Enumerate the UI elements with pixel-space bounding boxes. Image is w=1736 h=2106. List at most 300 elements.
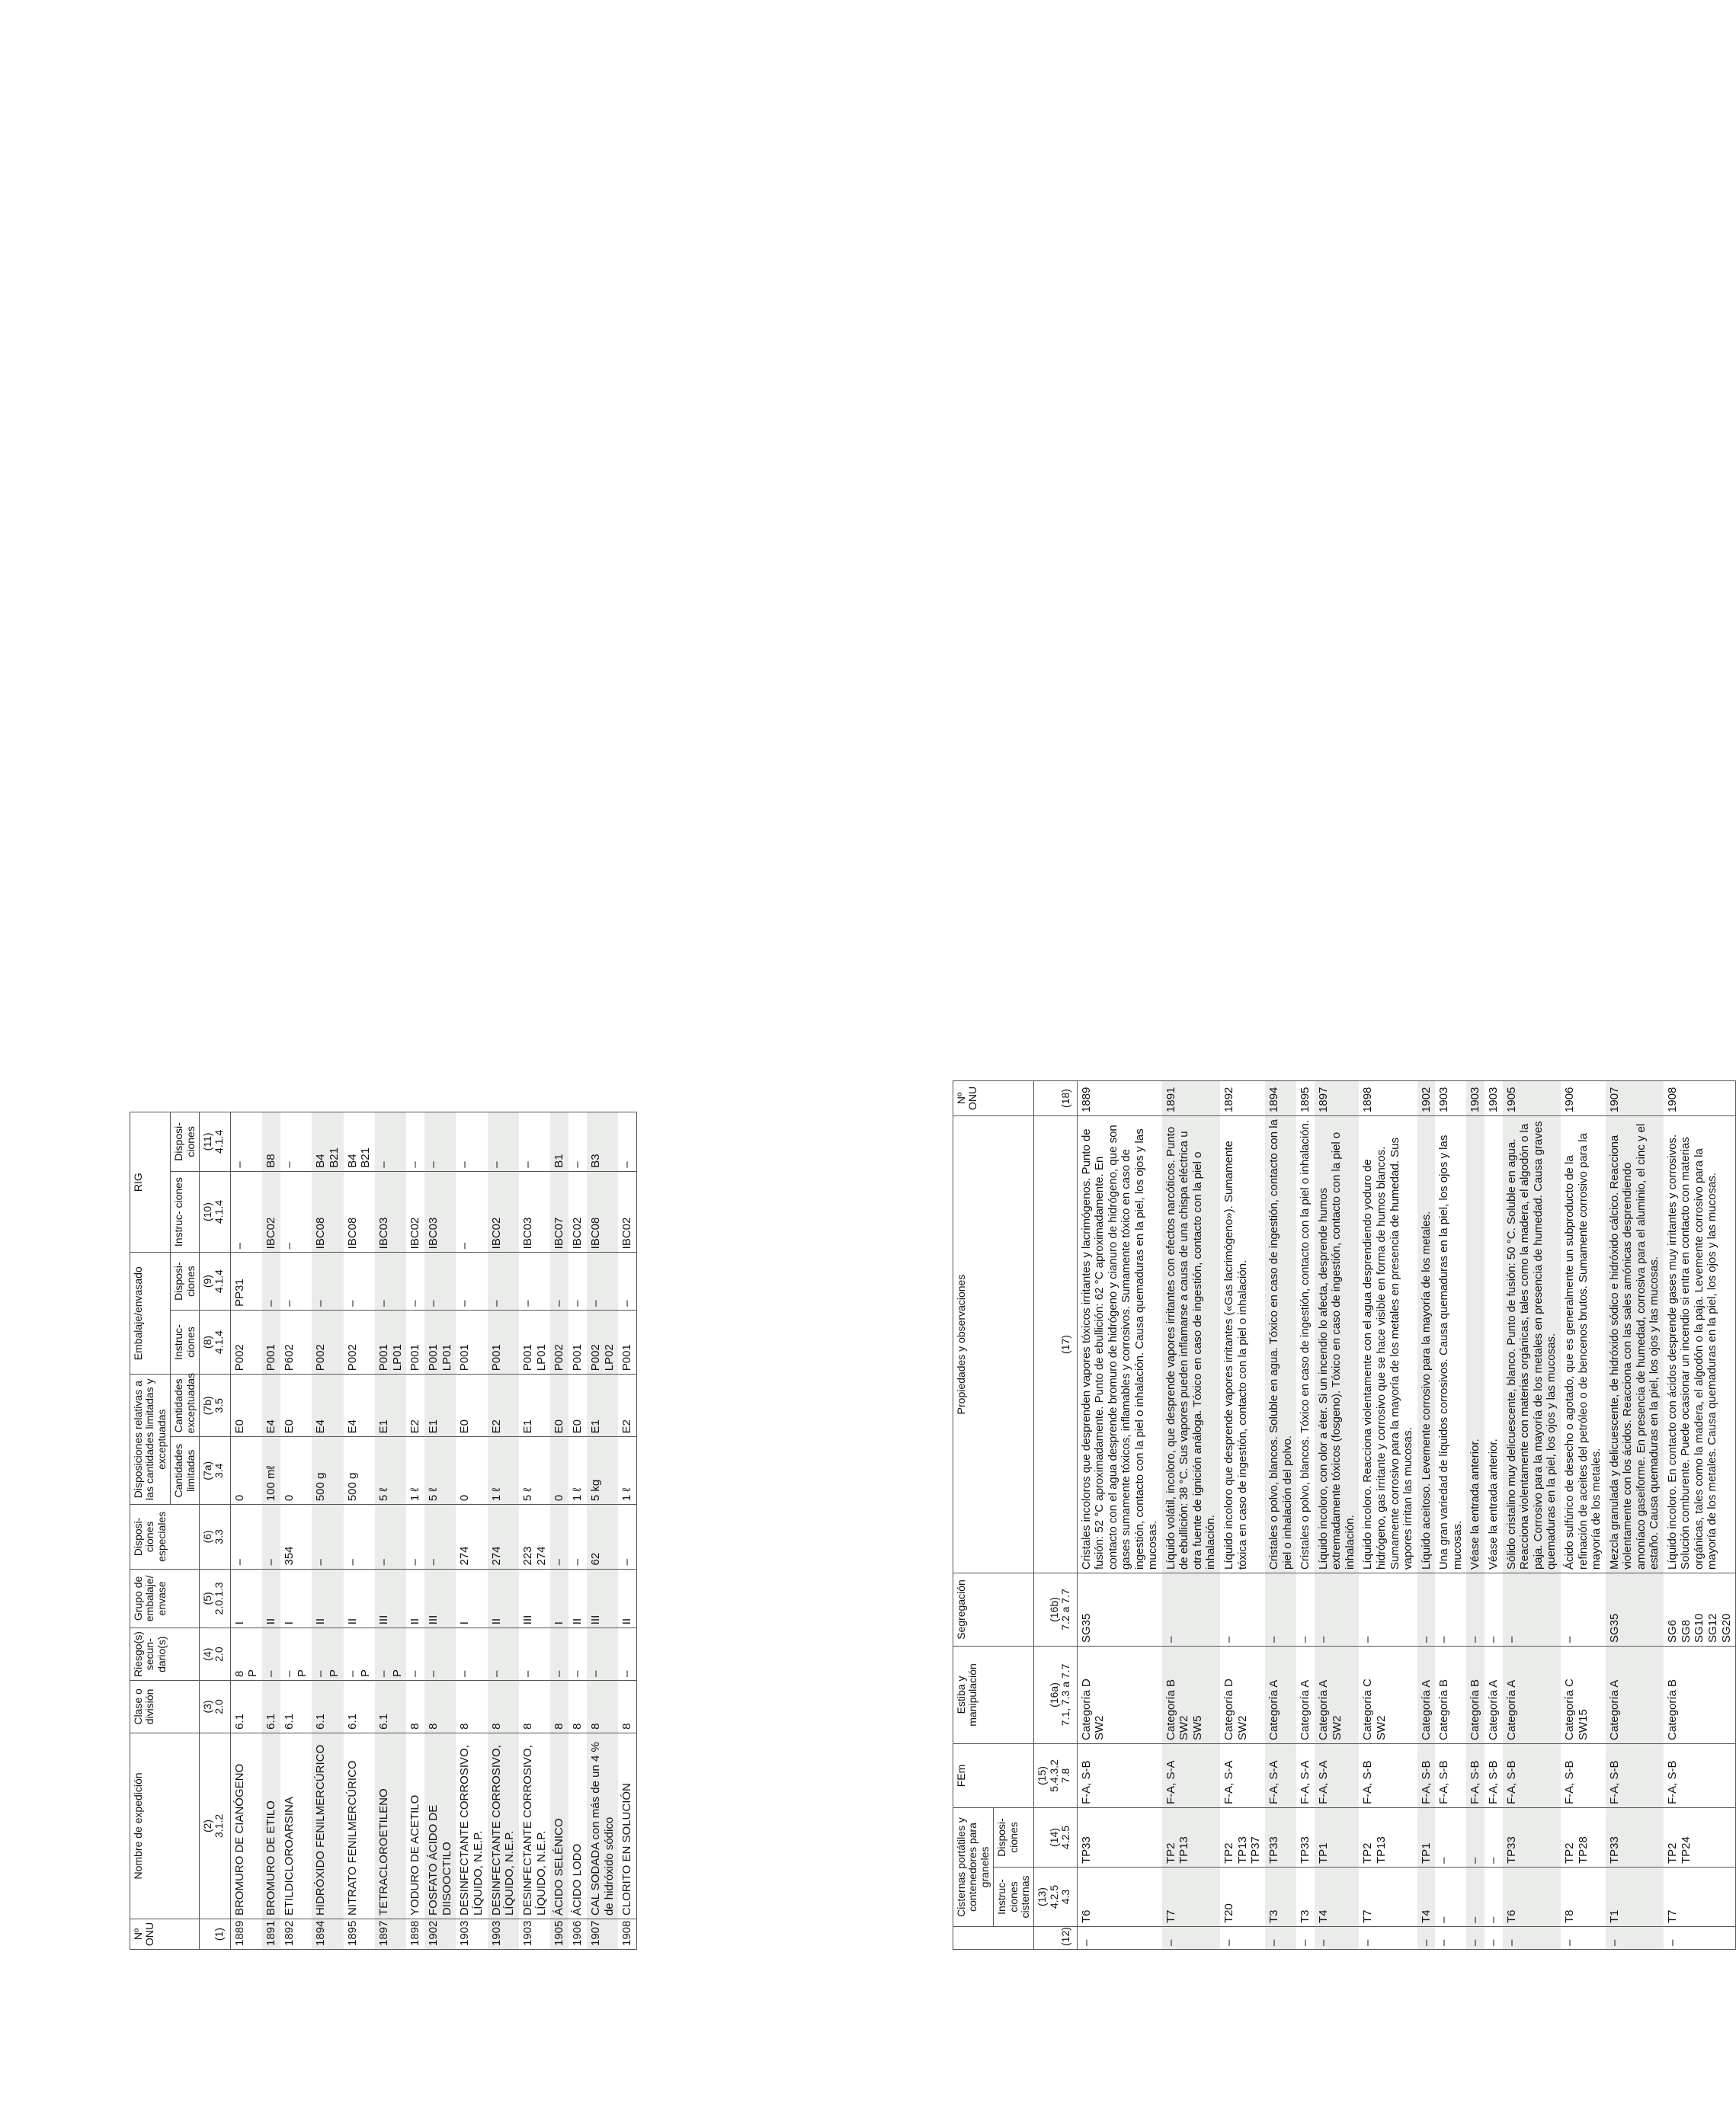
tank-provision-cell: TP1 — [1315, 1807, 1360, 1867]
packing-group-cell: III — [519, 1569, 550, 1628]
segregation-cell: – — [1561, 1573, 1606, 1646]
column-12-cell: – — [1417, 1927, 1436, 1950]
properties-observations-cell: Sólido cristalino muy delicuescente, blanco. Punto de fusión: 50 °C. Soluble en agua. Reacciona violentamente con materias orgánicas, tales como la madera, el algodón o la paja. Corrosivo para la mayoría de los metales en presencia de humedad. Causa graves quemaduras en la piel, los ojos y las mucosas. — [1503, 1115, 1561, 1573]
packing-instruction-cell: P002 — [550, 1310, 569, 1374]
tank-instruction-cell: T8 — [1561, 1868, 1606, 1927]
hazard-class-cell: 6.1 — [230, 1681, 262, 1733]
packing-group-cell: III — [375, 1569, 406, 1628]
subsidiary-risk-cell: 8 P — [230, 1628, 262, 1681]
un-number-cell: 1895 — [344, 1919, 375, 1950]
limited-quantity-cell: 0 — [280, 1437, 312, 1505]
table-row — [280, 1112, 312, 1950]
limited-quantity-cell: 100 mℓ — [262, 1437, 280, 1505]
tank-provision-cell: – — [1466, 1807, 1485, 1867]
ibc-provision-cell: B4 B21 — [344, 1112, 375, 1172]
packing-group-cell: III — [587, 1569, 618, 1628]
tank-instruction-cell: T20 — [1220, 1868, 1265, 1927]
shipping-name-cell: ÁCIDO LODO — [569, 1733, 587, 1919]
colnum-15: (15) 5.4.3.2 7.8 — [1034, 1743, 1077, 1807]
hazard-class-cell: 6.1 — [280, 1681, 312, 1733]
excepted-quantity-cell: E1 — [519, 1375, 550, 1437]
subsidiary-risk-cell: – — [456, 1628, 487, 1681]
ibc-instruction-cell: – — [280, 1171, 312, 1253]
dangerous-goods-list-right — [953, 1080, 1736, 1950]
packing-group-cell: III — [424, 1569, 456, 1628]
packing-provision-cell: – — [312, 1253, 343, 1311]
properties-observations-cell: Véase la entrada anterior. — [1466, 1115, 1485, 1573]
tank-instruction-cell: T1 — [1606, 1868, 1664, 1927]
packing-instruction-cell: P001 LP01 — [519, 1310, 550, 1374]
stowage-handling-cell: Categoría A — [1485, 1646, 1503, 1743]
excepted-quantity-cell: E4 — [312, 1375, 343, 1437]
table-row — [406, 1112, 424, 1950]
ibc-provision-cell: – — [569, 1112, 587, 1172]
un-number-cell: 1908 — [1664, 1080, 1736, 1115]
shipping-name-cell: CAL SODADA con más de un 4 % de hidróxido sódico — [587, 1733, 618, 1919]
special-provisions-cell: – — [618, 1505, 636, 1569]
un-number-cell: 1891 — [1162, 1080, 1220, 1115]
packing-group-cell: II — [344, 1569, 375, 1628]
table-row — [1077, 1080, 1162, 1949]
shipping-name-cell: ÁCIDO SELÉNICO — [550, 1733, 569, 1919]
header-properties: Propiedades y observaciones — [953, 1115, 1034, 1573]
packing-group-cell: II — [569, 1569, 587, 1628]
un-number-cell: 1894 — [312, 1919, 343, 1950]
special-provisions-cell: – — [375, 1505, 406, 1569]
un-number-cell: 1903 — [519, 1919, 550, 1950]
tank-provision-cell: TP2 TP13 — [1359, 1807, 1417, 1867]
ems-code-cell: F-A, S-B — [1466, 1743, 1485, 1807]
un-number-cell: 1903 — [456, 1919, 487, 1950]
subsidiary-risk-cell: – — [424, 1628, 456, 1681]
hazard-class-cell: 8 — [587, 1681, 618, 1733]
packing-provision-cell: – — [456, 1253, 487, 1311]
colnum-5: (5) 2.0.1.3 — [199, 1569, 230, 1628]
packing-provision-cell: – — [550, 1253, 569, 1311]
packing-provision-cell: – — [375, 1253, 406, 1311]
ems-code-cell: F-A, S-B — [1077, 1743, 1162, 1807]
special-provisions-cell: – — [424, 1505, 456, 1569]
stowage-handling-cell: Categoría A — [1296, 1646, 1315, 1743]
table-row — [1359, 1080, 1417, 1949]
colnum-2: (2) 3.1.2 — [199, 1733, 230, 1919]
limited-quantity-cell: 0 — [230, 1437, 262, 1505]
packing-provision-cell: – — [488, 1253, 519, 1311]
segregation-cell: – — [1265, 1573, 1296, 1646]
ems-code-cell: F-A, S-B — [1435, 1743, 1466, 1807]
table-row — [1561, 1080, 1606, 1949]
segregation-cell: – — [1503, 1573, 1561, 1646]
packing-group-cell: I — [456, 1569, 487, 1628]
colnum-4: (4) 2.0 — [199, 1628, 230, 1681]
segregation-cell: – — [1162, 1573, 1220, 1646]
special-provisions-cell: – — [406, 1505, 424, 1569]
packing-provision-cell: – — [519, 1253, 550, 1311]
dangerous-goods-list-left — [130, 1112, 637, 1950]
un-number-cell: 1889 — [1077, 1080, 1162, 1115]
un-number-cell: 1897 — [1315, 1080, 1360, 1115]
header-pack-instr: Instruc- ciones — [171, 1310, 200, 1374]
properties-observations-cell: Cristales o polvo, blancos. Soluble en agua. Tóxico en caso de ingestión, contacto con la piel o inhalación del polvo. — [1265, 1115, 1296, 1573]
header-lim-exc: Disposiciones relativas a las cantidades limitadas y exceptuadas — [130, 1375, 171, 1505]
tank-instruction-cell: T7 — [1162, 1868, 1220, 1927]
excepted-quantity-cell: E0 — [456, 1375, 487, 1437]
limited-quantity-cell: 0 — [550, 1437, 569, 1505]
table-row — [1315, 1080, 1360, 1949]
segregation-cell: – — [1220, 1573, 1265, 1646]
stowage-handling-cell: Categoría A — [1606, 1646, 1664, 1743]
packing-instruction-cell: P001 LP01 — [424, 1310, 456, 1374]
excepted-quantity-cell: E1 — [424, 1375, 456, 1437]
tank-provision-cell: TP2 TP24 — [1664, 1807, 1736, 1867]
hazard-class-cell: 6.1 — [312, 1681, 343, 1733]
colnum-14: (14) 4.2.5 — [1034, 1807, 1077, 1867]
tank-instruction-cell: – — [1485, 1868, 1503, 1927]
hazard-class-cell: 8 — [406, 1681, 424, 1733]
hazard-class-cell: 6.1 — [344, 1681, 375, 1733]
packing-group-cell: II — [406, 1569, 424, 1628]
packing-instruction-cell: P001 — [406, 1310, 424, 1374]
table-row — [312, 1112, 343, 1950]
limited-quantity-cell: 500 g — [344, 1437, 375, 1505]
header-stowage: Estiba y manipulación — [953, 1646, 1034, 1743]
packing-provision-cell: – — [424, 1253, 456, 1311]
table-row — [550, 1112, 569, 1950]
ibc-provision-cell: – — [280, 1112, 312, 1172]
un-number-cell: 1892 — [1220, 1080, 1265, 1115]
header-special: Disposi- ciones especiales — [130, 1505, 200, 1569]
special-provisions-cell: – — [344, 1505, 375, 1569]
excepted-quantity-cell: E2 — [488, 1375, 519, 1437]
subsidiary-risk-cell: – — [488, 1628, 519, 1681]
ibc-provision-cell: – — [375, 1112, 406, 1172]
ibc-instruction-cell: IBC08 — [312, 1171, 343, 1253]
excepted-quantity-cell: E0 — [550, 1375, 569, 1437]
excepted-quantity-cell: E2 — [406, 1375, 424, 1437]
packing-provision-cell: – — [344, 1253, 375, 1311]
excepted-quantity-cell: E4 — [262, 1375, 280, 1437]
tank-instruction-cell: T6 — [1503, 1868, 1561, 1927]
hazard-class-cell: 8 — [569, 1681, 587, 1733]
ibc-provision-cell: – — [456, 1112, 487, 1172]
table-row — [519, 1112, 550, 1950]
shipping-name-cell: TETRACLOROETILENO — [375, 1733, 406, 1919]
header-ibc-prov: Disposi- ciones — [171, 1112, 200, 1172]
ems-code-cell: F-A, S-A — [1220, 1743, 1265, 1807]
un-number-cell: 1889 — [230, 1919, 262, 1950]
tank-instruction-cell: – — [1466, 1868, 1485, 1927]
stowage-handling-cell: Categoría B — [1466, 1646, 1485, 1743]
ibc-instruction-cell: – — [456, 1171, 487, 1253]
table-row — [1162, 1080, 1220, 1949]
shipping-name-cell: CLORITO EN SOLUCIÓN — [618, 1733, 636, 1919]
un-number-cell: 1898 — [1359, 1080, 1417, 1115]
properties-observations-cell: Líquido incoloro. Reacciona violentamente con el agua desprendiendo yoduro de hidrógeno, gas irritante y corrosivo que se hace visible en forma de humos blancos. Sumamente corrosivo para la mayoría de los metales en presencia de humedad. Sus vapores irritan las mucosas. — [1359, 1115, 1417, 1573]
table-row — [1296, 1080, 1315, 1949]
header-ems: FEm — [953, 1743, 1034, 1807]
limited-quantity-cell: 5 ℓ — [424, 1437, 456, 1505]
hazard-class-cell: 8 — [488, 1681, 519, 1733]
segregation-cell: SG6 SG8 SG10 SG12 SG20 — [1664, 1573, 1736, 1646]
packing-instruction-cell: P002 LP02 — [587, 1310, 618, 1374]
hazard-class-cell: 6.1 — [262, 1681, 280, 1733]
colnum-7b: (7b) 3.5 — [199, 1375, 230, 1437]
table-row — [1466, 1080, 1485, 1949]
stowage-handling-cell: Categoría B — [1435, 1646, 1466, 1743]
shipping-name-cell: DESINFECTANTE CORROSIVO, LÍQUIDO, N.E.P. — [519, 1733, 550, 1919]
packing-instruction-cell: P001 — [262, 1310, 280, 1374]
packing-provision-cell: – — [618, 1253, 636, 1311]
un-number-cell: 1906 — [569, 1919, 587, 1950]
colnum-3: (3) 2.0 — [199, 1681, 230, 1733]
stowage-handling-cell: Categoría A — [1265, 1646, 1296, 1743]
ibc-provision-cell: – — [488, 1112, 519, 1172]
table-row — [1417, 1080, 1436, 1949]
ems-code-cell: F-A, S-B — [1359, 1743, 1417, 1807]
un-number-cell: 1903 — [1466, 1080, 1485, 1115]
tank-provision-cell: – — [1485, 1807, 1503, 1867]
header-lim: Cantidades limitadas — [171, 1437, 200, 1505]
table-row — [1606, 1080, 1664, 1949]
table-row — [1220, 1080, 1265, 1949]
segregation-cell: – — [1435, 1573, 1466, 1646]
properties-observations-cell: Mezcla granulada y delicuescente, de hidróxido sódico e hidróxido cálcico. Reacciona violentamente con los ácidos. Reacciona con las sales amónicas desprendiendo amoníaco gaseiforme. En presencia de humedad, corrosiva para el aluminio, el cinc y el estaño. Causa quemaduras en la piel, los ojos y las mucosas. — [1606, 1115, 1664, 1573]
header-tank-instr: Instruc- ciones cisternas — [994, 1868, 1034, 1927]
stowage-handling-cell: Categoría C SW2 — [1359, 1646, 1417, 1743]
ibc-instruction-cell: IBC02 — [569, 1171, 587, 1253]
limited-quantity-cell: 5 ℓ — [519, 1437, 550, 1505]
un-number-cell: 1903 — [1485, 1080, 1503, 1115]
hazard-class-cell: 8 — [456, 1681, 487, 1733]
properties-observations-cell: Líquido incoloro que desprende vapores irritantes («Gas lacrimógeno»). Sumamente tóxica en caso de ingestión, contacto con la piel o inhalación. — [1220, 1115, 1265, 1573]
table-row — [1664, 1080, 1736, 1949]
ibc-instruction-cell: IBC02 — [488, 1171, 519, 1253]
stowage-handling-cell: Categoría A SW2 — [1315, 1646, 1360, 1743]
colnum-11: (11) 4.1.4 — [199, 1112, 230, 1172]
special-provisions-cell: 223 274 — [519, 1505, 550, 1569]
column-12-cell: – — [1220, 1927, 1265, 1950]
segregation-cell: – — [1315, 1573, 1360, 1646]
special-provisions-cell: – — [312, 1505, 343, 1569]
properties-observations-cell: Véase la entrada anterior. — [1485, 1115, 1503, 1573]
packing-provision-cell: – — [262, 1253, 280, 1311]
shipping-name-cell: HIDRÓXIDO FENILMERCÚRICO — [312, 1733, 343, 1919]
special-provisions-cell: 62 — [587, 1505, 618, 1569]
un-number-cell: 1895 — [1296, 1080, 1315, 1115]
shipping-name-cell: ETILDICLOROARSINA — [280, 1733, 312, 1919]
un-number-cell: 1906 — [1561, 1080, 1606, 1115]
properties-observations-cell: Líquido incoloro. En contacto con ácidos desprende gases muy irritantes y corrosivos. Solución comburente. Puede ocasionar un incendio si entra en contacto con materias orgánicas, tales como la madera, el algodón o la paja. Levemente corrosivo para la mayoría de los metales. Causa quemaduras en la piel, los ojos y las mucosas. — [1664, 1115, 1736, 1573]
packing-instruction-cell: P001 — [488, 1310, 519, 1374]
ibc-provision-cell: B4 B21 — [312, 1112, 343, 1172]
tank-provision-cell: TP33 — [1503, 1807, 1561, 1867]
excepted-quantity-cell: E1 — [375, 1375, 406, 1437]
packing-group-cell: II — [312, 1569, 343, 1628]
colnum-6: (6) 3.3 — [199, 1505, 230, 1569]
colnum-16b: (16b) 7.2 a 7.7 — [1034, 1573, 1077, 1646]
ibc-provision-cell: B8 — [262, 1112, 280, 1172]
ems-code-cell: F-A, S-A — [1315, 1743, 1360, 1807]
special-provisions-cell: 274 — [456, 1505, 487, 1569]
column-12-cell: – — [1162, 1927, 1220, 1950]
un-number-cell: 1898 — [406, 1919, 424, 1950]
table-row — [424, 1112, 456, 1950]
shipping-name-cell: FOSFATO ÁCIDO DE DIISOOCTILO — [424, 1733, 456, 1919]
packing-group-cell: I — [550, 1569, 569, 1628]
un-number-cell: 1902 — [1417, 1080, 1436, 1115]
packing-instruction-cell: P002 — [312, 1310, 343, 1374]
special-provisions-cell: 274 — [488, 1505, 519, 1569]
ems-code-cell: F-A, S-A — [1162, 1743, 1220, 1807]
ibc-instruction-cell: IBC02 — [406, 1171, 424, 1253]
un-number-cell: 1907 — [587, 1919, 618, 1950]
excepted-quantity-cell: E0 — [280, 1375, 312, 1437]
subsidiary-risk-cell: – P — [344, 1628, 375, 1681]
table-row — [618, 1112, 636, 1950]
properties-observations-cell: Una gran variedad de líquidos corrosivos. Causa quemaduras en la piel, los ojos y las mucosas. — [1435, 1115, 1466, 1573]
ibc-instruction-cell: IBC03 — [519, 1171, 550, 1253]
subsidiary-risk-cell: – — [406, 1628, 424, 1681]
ibc-provision-cell: – — [424, 1112, 456, 1172]
tank-provision-cell: TP1 — [1417, 1807, 1436, 1867]
excepted-quantity-cell: E0 — [230, 1375, 262, 1437]
table-row — [1485, 1080, 1503, 1949]
subsidiary-risk-cell: – — [587, 1628, 618, 1681]
table-row — [1435, 1080, 1466, 1949]
packing-group-cell: I — [280, 1569, 312, 1628]
ibc-instruction-cell: IBC08 — [344, 1171, 375, 1253]
colnum-13: (13) 4.2.5 4.3 — [1034, 1868, 1077, 1927]
ems-code-cell: F-A, S-B — [1664, 1743, 1736, 1807]
limited-quantity-cell: 0 — [456, 1437, 487, 1505]
properties-observations-cell: Líquido aceitoso. Levemente corrosivo para la mayoría de los metales. — [1417, 1115, 1436, 1573]
packing-group-cell: II — [262, 1569, 280, 1628]
tank-provision-cell: TP2 TP13 — [1162, 1807, 1220, 1867]
segregation-cell: – — [1485, 1573, 1503, 1646]
limited-quantity-cell: 1 ℓ — [618, 1437, 636, 1505]
limited-quantity-cell: 5 ℓ — [375, 1437, 406, 1505]
table-row — [587, 1112, 618, 1950]
stowage-handling-cell: Categoría D SW2 — [1220, 1646, 1265, 1743]
ibc-provision-cell: B3 — [587, 1112, 618, 1172]
hazard-class-cell: 6.1 — [375, 1681, 406, 1733]
excepted-quantity-cell: E4 — [344, 1375, 375, 1437]
subsidiary-risk-cell: – — [550, 1628, 569, 1681]
un-number-cell: 1908 — [618, 1919, 636, 1950]
ems-code-cell: F-A, S-B — [1417, 1743, 1436, 1807]
packing-instruction-cell: P001 — [618, 1310, 636, 1374]
ibc-provision-cell: – — [519, 1112, 550, 1172]
packing-instruction-cell: P001 — [456, 1310, 487, 1374]
column-12-cell: – — [1077, 1927, 1162, 1950]
ibc-provision-cell: – — [230, 1112, 262, 1172]
un-number-cell: 1892 — [280, 1919, 312, 1950]
packing-provision-cell: – — [587, 1253, 618, 1311]
colnum-17: (17) — [1034, 1115, 1077, 1573]
limited-quantity-cell: 1 ℓ — [488, 1437, 519, 1505]
colnum-12: (12) — [1034, 1927, 1077, 1950]
un-number-cell: 1894 — [1265, 1080, 1296, 1115]
column-12-cell: – — [1485, 1927, 1503, 1950]
shipping-name-cell: BROMURO DE CIANÓGENO — [230, 1733, 262, 1919]
ibc-instruction-cell: IBC02 — [618, 1171, 636, 1253]
header-pg: Grupo de embalaje/ envase — [130, 1569, 200, 1628]
hazard-class-cell: 8 — [618, 1681, 636, 1733]
ibc-instruction-cell: IBC03 — [424, 1171, 456, 1253]
excepted-quantity-cell: E0 — [569, 1375, 587, 1437]
shipping-name-cell: BROMURO DE ETILO — [262, 1733, 280, 1919]
properties-observations-cell: Cristales o polvo, blancos. Tóxico en caso de ingestión, contacto con la piel o inhalación. — [1296, 1115, 1315, 1573]
special-provisions-cell: 354 — [280, 1505, 312, 1569]
colnum-8: (8) 4.1.4 — [199, 1310, 230, 1374]
shipping-name-cell: DESINFECTANTE CORROSIVO, LÍQUIDO, N.E.P. — [456, 1733, 487, 1919]
ems-code-cell: F-A, S-A — [1265, 1743, 1296, 1807]
ems-code-cell: F-A, S-B — [1485, 1743, 1503, 1807]
limited-quantity-cell: 1 ℓ — [406, 1437, 424, 1505]
header-name: Nombre de expedición — [130, 1733, 200, 1919]
hazard-class-cell: 8 — [550, 1681, 569, 1733]
tank-provision-cell: TP2 TP28 — [1561, 1807, 1606, 1867]
header-tank-prov: Disposi- ciones — [994, 1807, 1034, 1867]
header-packing: Embalaje/envasado — [130, 1253, 171, 1375]
ibc-instruction-cell: IBC07 — [550, 1171, 569, 1253]
table-row — [1503, 1080, 1561, 1949]
tank-instruction-cell: T6 — [1077, 1868, 1162, 1927]
packing-instruction-cell: P002 — [344, 1310, 375, 1374]
ems-code-cell: F-A, S-B — [1561, 1743, 1606, 1807]
table-row — [262, 1112, 280, 1950]
ibc-provision-cell: – — [618, 1112, 636, 1172]
special-provisions-cell: – — [569, 1505, 587, 1569]
packing-group-cell: I — [230, 1569, 262, 1628]
special-provisions-cell: – — [550, 1505, 569, 1569]
shipping-name-cell: YODURO DE ACETILO — [406, 1733, 424, 1919]
un-number-cell: 1903 — [488, 1919, 519, 1950]
column-12-cell: – — [1265, 1927, 1296, 1950]
packing-provision-cell: – — [406, 1253, 424, 1311]
ibc-instruction-cell: IBC03 — [375, 1171, 406, 1253]
tank-provision-cell: TP33 — [1296, 1807, 1315, 1867]
un-number-cell: 1902 — [424, 1919, 456, 1950]
tank-instruction-cell: – — [1435, 1868, 1466, 1927]
tank-provision-cell: TP33 — [1606, 1807, 1664, 1867]
tank-instruction-cell: T7 — [1664, 1868, 1736, 1927]
packing-instruction-cell: P002 — [230, 1310, 262, 1374]
segregation-cell: SG35 — [1077, 1573, 1162, 1646]
column-12-cell: – — [1315, 1927, 1360, 1950]
special-provisions-cell: – — [262, 1505, 280, 1569]
stowage-handling-cell: Categoría D SW2 — [1077, 1646, 1162, 1743]
ems-code-cell: F-A, S-A — [1296, 1743, 1315, 1807]
special-provisions-cell: – — [230, 1505, 262, 1569]
column-12-cell: – — [1435, 1927, 1466, 1950]
subsidiary-risk-cell: – P — [375, 1628, 406, 1681]
segregation-cell: – — [1466, 1573, 1485, 1646]
tank-instruction-cell: T7 — [1359, 1868, 1417, 1927]
stowage-handling-cell: Categoría B SW2 SW5 — [1162, 1646, 1220, 1743]
tank-provision-cell: TP2 TP13 TP37 — [1220, 1807, 1265, 1867]
colnum-18: (18) — [1034, 1080, 1077, 1115]
ibc-provision-cell: B1 — [550, 1112, 569, 1172]
shipping-name-cell: NITRATO FENILMERCÚRICO — [344, 1733, 375, 1919]
shipping-name-cell: DESINFECTANTE CORROSIVO, LÍQUIDO, N.E.P. — [488, 1733, 519, 1919]
table-row — [569, 1112, 587, 1950]
subsidiary-risk-cell: – P — [280, 1628, 312, 1681]
column-12-cell: – — [1466, 1927, 1485, 1950]
properties-observations-cell: Líquido volátil, incoloro, que desprende vapores irritantes con efectos narcóticos. Punto de ebullición: 38 °C. Sus vapores pueden inflamarse a causa de una chispa eléctrica u otra fuente de ignición análoga. Tóxico en caso de ingestión, contacto con la piel o inhalación. — [1162, 1115, 1220, 1573]
header-subrisk: Riesgo(s) secun- dario(s) — [130, 1628, 200, 1681]
segregation-cell: SG35 — [1606, 1573, 1664, 1646]
